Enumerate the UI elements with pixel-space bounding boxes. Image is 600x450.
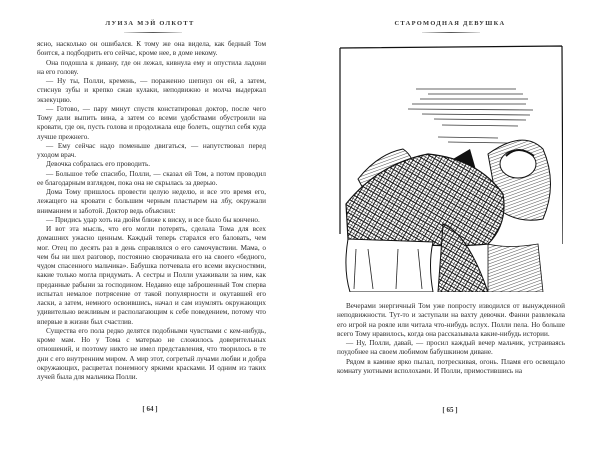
paragraph: Рядом в камине ярко пылал, потрескивая, огонь. Пламя его освещало комнату уютными всполохами. И Полли, примостившись на	[337, 357, 565, 375]
paragraph: И вот эта мысль, что его могли потерять, сделала Тома для всех домашних ужасно ценным. Каждый теперь старался его баловать, чем мог. Отец по десять раз в день справлялся о его самочувствии. Мама, о чем бы ни шел разговор, постоянно сворачивала его на своего «бедного, чудом спасенного мальчика». Бабушка потчевала его всеми вкусностями, какие только могла придумать. А сестры и Полли ухаживали за ним, как преданные рабыни за господином. Недавно еще заброшенный Том сперва испытал немалое потрясение от такой популярности и окутавшей его ласки, а затем, немного освоившись, начал и сам изумлять окружающих удивительно вежливым и располагающим к себе поведением, потому что впервые в жизни был счастлив.	[37, 225, 266, 326]
paragraph: Дома Тому пришлось провести целую неделю, и все это время его, лежащего на кровати с большим черным пластырем на лбу, окружали вниманием и заботой. Доктор ведь объяснил:	[37, 188, 266, 215]
paragraph: — Придись удар хоть на дюйм ближе к виску, и все было бы кончено.	[46, 215, 260, 224]
paragraph: — Большое тебе спасибо, Полли, — сказал ей Том, а потом проводил ее благодарным взглядом, пока она не скрылась за дверью.	[37, 169, 266, 187]
right-page-text	[337, 302, 565, 376]
paragraph: Существа его пола редко делятся подобными чувствами с кем-нибудь, кроме мам. Но у Тома с матерью не сложилось доверительных отношений, и поэтому никто не имел представления, что творилось в те дни с его внутренним миром. А мир этот, согретый лучами любви и добра окружающих, расцветал понемногу яркими красками. И одним из таких лучей была для мальчика Полли.	[37, 326, 266, 381]
running-head-title: СТАРОМОДНАЯ ДЕВУШКА	[394, 20, 506, 27]
engraving-image	[338, 44, 563, 292]
running-head-author: ЛУИЗА МЭЙ ОЛКОТТ	[105, 20, 195, 27]
paragraph: Она подошла к дивану, где он лежал, кивнула ему и опустила ладони на его голову.	[37, 58, 266, 76]
illustration-boy-in-bed	[338, 44, 563, 292]
paragraph: — Ну ты, Полли, кремень, — пораженно шепнул он ей, а затем, стиснув зубы и крепко сжав кулаки, неподвижно и молча выдержал экзекуцию.	[37, 77, 266, 104]
paragraph: — Готово, — пару минут спустя констатировал доктор, после чего Тому дали выпить вина, а затем со всеми удобствами обустроили на кровати, где он, пусть голова и продолжала еще болеть, ощутил себя куда лучше прежнего.	[37, 104, 266, 141]
page-number-right: [ 65 ]	[442, 406, 458, 414]
paragraph: Вечерами энергичный Том уже попросту изводился от вынужденной неподвижности. Тут-то и заступали на вахту девочки. Фанни развлекала его игрой на рояле или читала что-нибудь вслух. Полли пела. Но больше всего Тому нравилось, когда она рассказывала какие-нибудь истории.	[337, 302, 565, 338]
paragraph: — Ему сейчас надо поменьше двигаться, — напутствовал перед уходом врач.	[37, 141, 266, 159]
header-ornament-rule	[124, 32, 182, 33]
paragraph: ясно, насколько он ошибался. К тому же она видела, как бедный Том боится, а подбодрить его сейчас, кроме нее, в доме некому.	[37, 40, 266, 58]
left-page-text	[37, 40, 266, 382]
paragraph: Девочка собралась его проводить.	[46, 160, 151, 169]
page-number-left: [ 64 ]	[142, 405, 158, 413]
paragraph: — Ну, Полли, давай, — просил каждый вечер мальчик, устраиваясь поудобнее на своем любимом бабушкином диване.	[337, 339, 565, 357]
right-page	[300, 0, 600, 450]
header-ornament-rule	[422, 32, 480, 33]
